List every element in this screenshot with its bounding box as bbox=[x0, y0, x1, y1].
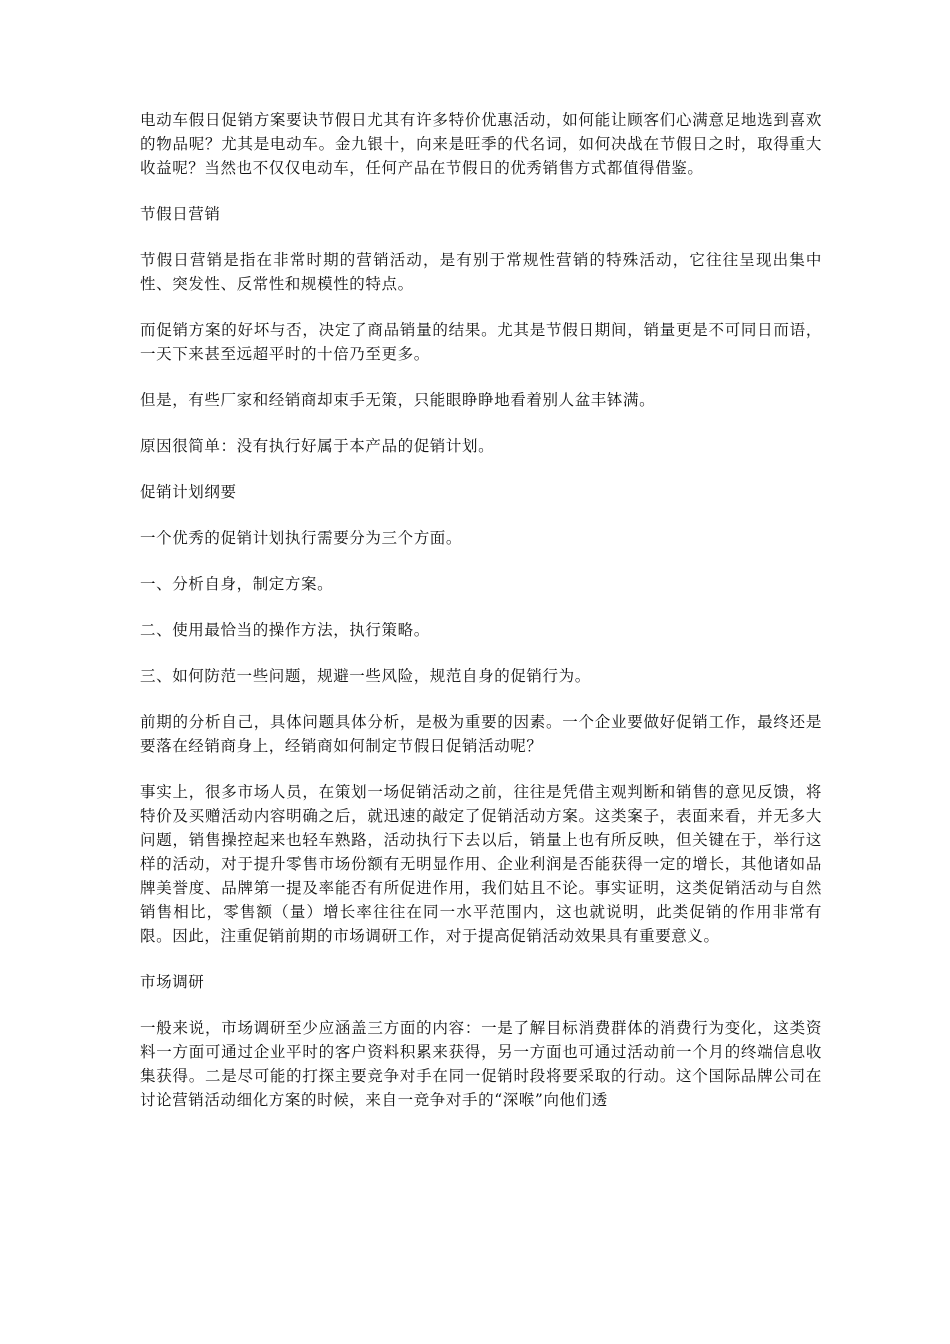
list-item-3: 三、如何防范一些问题，规避一些风险，规范自身的促销行为。 bbox=[140, 667, 591, 685]
market-practice-paragraph: 事实上，很多市场人员，在策划一场促销活动之前，往往是凭借主观判断和销售的意见反馈，将特价及买赠活动内容明确之后，就迅速的敲定了促销活动方案。这类案子，表面来看，并无多大问题，销售操控起来也轻车熟路，活动执行下去以后，销量上也有所反映，但关键在于，举行这样的活动，对于提升零售市场份额有无明显作用、企业利润是否能获得一定的增长，其他诸如品牌美誉度、品牌第一提及率能否有所促进作用，我们姑且不论。事实证明，这类促销活动与自然销售相比，零售额（量）增长率往往在同一水平范围内，这也就说明，此类促销的作用非常有限。因此，注重促销前期的市场调研工作，对于提高促销活动效果具有重要意义。 bbox=[140, 783, 822, 945]
section-heading-market-research: 市场调研 bbox=[140, 973, 205, 991]
section-heading-plan-outline: 促销计划纲要 bbox=[140, 483, 237, 501]
reason-paragraph: 原因很简单：没有执行好属于本产品的促销计划。 bbox=[140, 437, 495, 455]
list-item-1: 一、分析自身，制定方案。 bbox=[140, 575, 334, 593]
market-research-paragraph: 一般来说，市场调研至少应涵盖三方面的内容：一是了解目标消费群体的消费行为变化，这类资料一方面可通过企业平时的客户资料积累来获得，另一方面也可通过活动前一个月的终端信息收集获得。二是尽可能的打探主要竞争对手在同一促销时段将要采取的行动。这个国际品牌公司在讨论营销活动细化方案的时候，来自一竞争对手的“深喉”向他们透 bbox=[140, 1019, 822, 1109]
holiday-marketing-definition-paragraph: 节假日营销是指在非常时期的营销活动，是有别于常规性营销的特殊活动，它往往呈现出集中性、突发性、反常性和规模性的特点。 bbox=[140, 251, 822, 293]
list-item-2: 二、使用最恰当的操作方法，执行策略。 bbox=[140, 621, 430, 639]
promotion-plan-importance-paragraph: 而促销方案的好坏与否，决定了商品销量的结果。尤其是节假日期间，销量更是不可同日而语，一天下来甚至远超平时的十倍乃至更多。 bbox=[140, 321, 822, 363]
dealer-helpless-paragraph: 但是，有些厂家和经销商却束手无策，只能眼睁睁地看着别人盆丰钵满。 bbox=[140, 391, 656, 409]
section-heading-holiday-marketing: 节假日营销 bbox=[140, 205, 221, 223]
self-analysis-paragraph: 前期的分析自己，具体问题具体分析，是极为重要的因素。一个企业要做好促销工作，最终还是要落在经销商身上，经销商如何制定节假日促销活动呢？ bbox=[140, 713, 822, 755]
intro-paragraph: 电动车假日促销方案要诀节假日尤其有许多特价优惠活动，如何能让顾客们心满意足地选到喜欢的物品呢？尤其是电动车。金九银十，向来是旺季的代名词，如何决战在节假日之时，取得重大收益呢？当然也不仅仅电动车，任何产品在节假日的优秀销售方式都值得借鉴。 bbox=[140, 111, 822, 177]
document-page bbox=[140, 108, 822, 1134]
three-aspects-paragraph: 一个优秀的促销计划执行需要分为三个方面。 bbox=[140, 529, 463, 547]
